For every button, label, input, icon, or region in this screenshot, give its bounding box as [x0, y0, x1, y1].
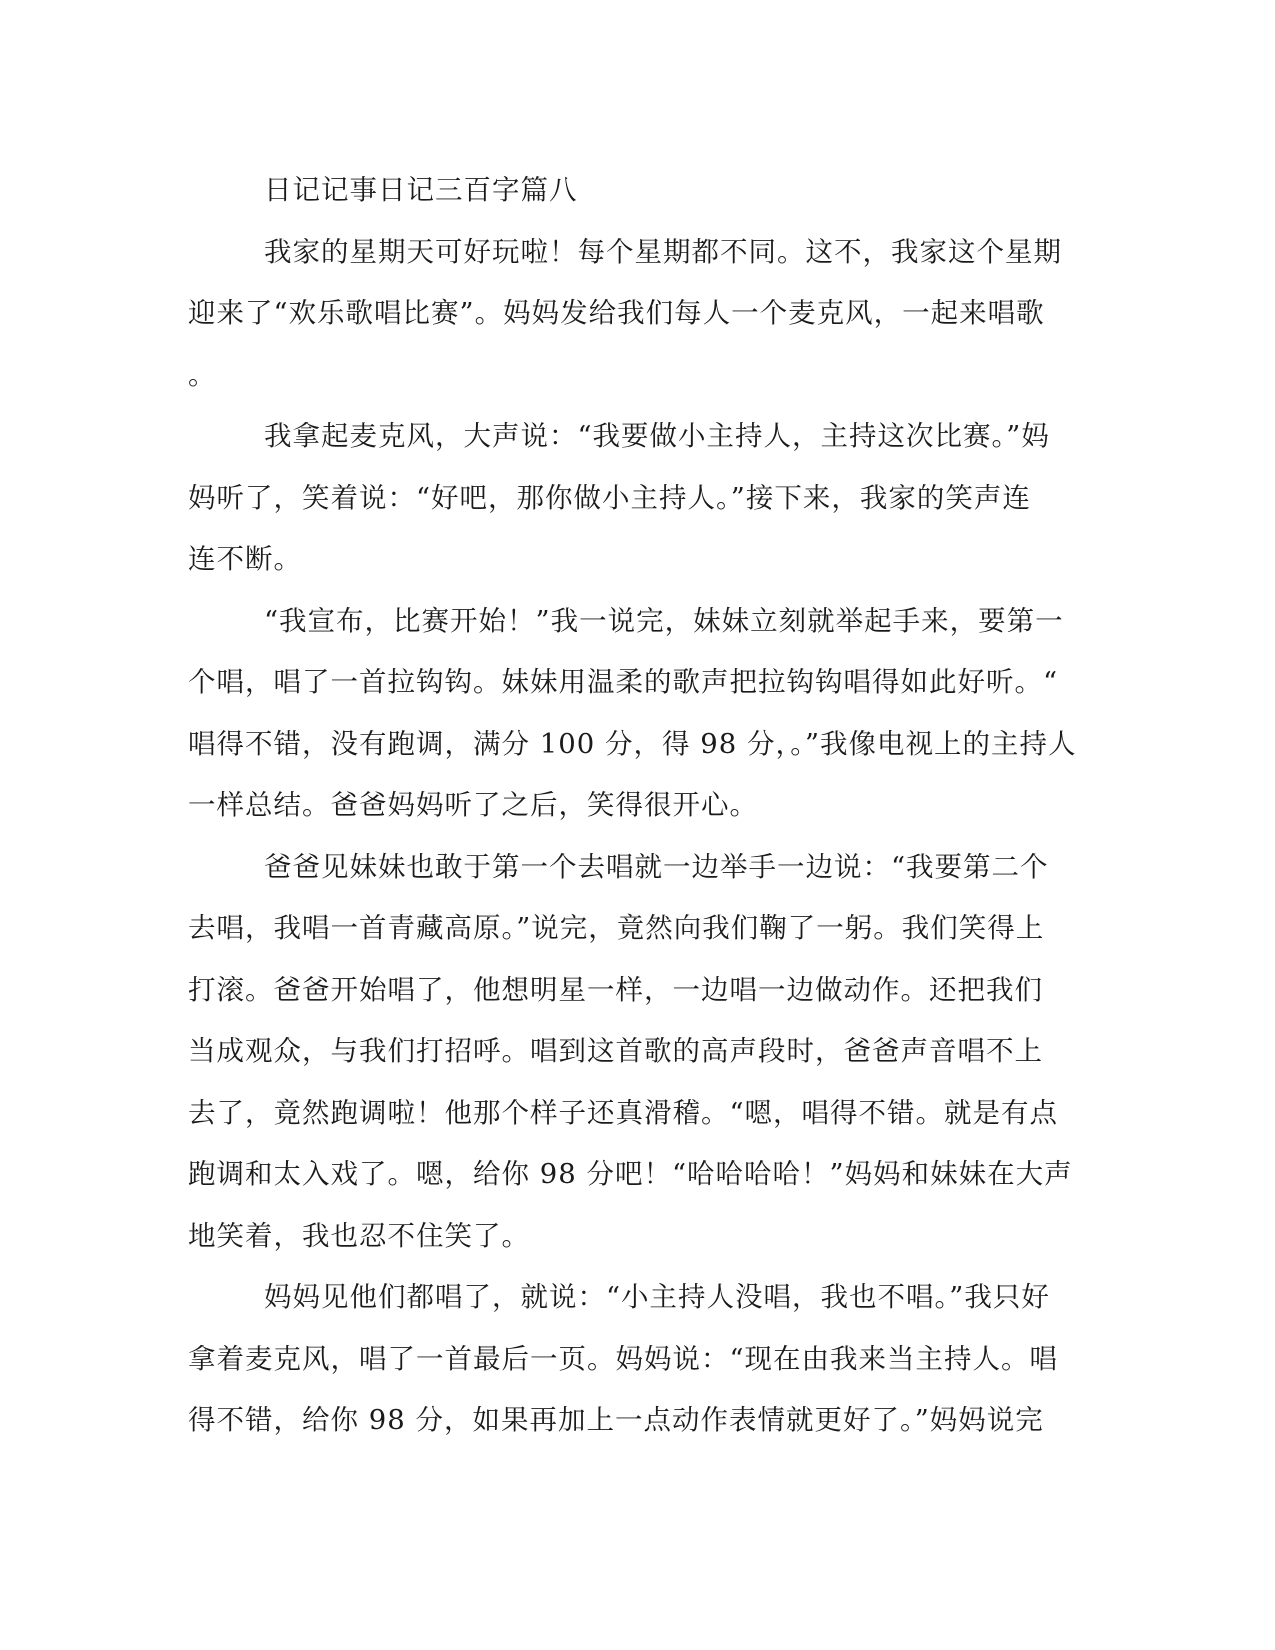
body-text-line: 。: [188, 358, 217, 391]
body-text-line: 我拿起麦克风，大声说：“我要做小主持人，主持这次比赛。”妈: [264, 420, 1050, 452]
document-title: 日记记事日记三百字篇八: [264, 174, 578, 206]
body-text-line: 爸爸见妹妹也敢于第一个去唱就一边举手一边说：“我要第二个: [264, 850, 1049, 883]
body-text-line: 一样总结。爸爸妈妈听了之后，笑得很开心。: [188, 789, 758, 821]
body-text-line: 去了，竟然跑调啦！他那个样子还真滑稽。“嗯，唱得不错。就是有点: [188, 1096, 1059, 1129]
body-text-line: 地笑着，我也忍不住笑了。: [188, 1219, 530, 1252]
body-text-line: 连不断。: [188, 543, 302, 575]
body-text-line: 迎来了“欢乐歌唱比赛”。妈妈发给我们每人一个麦克风，一起来唱歌: [188, 297, 1045, 329]
body-text-line: 拿着麦克风，唱了一首最后一页。妈妈说：“现在由我来当主持人。唱: [188, 1342, 1059, 1375]
body-text-line: 妈妈见他们都唱了，就说：“小主持人没唱，我也不唱。”我只好: [264, 1281, 1050, 1313]
body-text-line: 唱得不错，没有跑调，满分 100 分，得 98 分，。”我像电视上的主持人: [188, 727, 1077, 760]
body-text-line: “我宣布，比赛开始！”我一说完，妹妹立刻就举起手来，要第一: [264, 604, 1064, 637]
document-body: [188, 160, 1077, 1452]
body-text-line: 去唱，我唱一首青藏高原。”说完，竟然向我们鞠了一躬。我们笑得上: [188, 912, 1045, 944]
body-text-line: 妈听了，笑着说：“好吧，那你做小主持人。”接下来，我家的笑声连: [188, 481, 1031, 514]
body-text-line: 打滚。爸爸开始唱了，他想明星一样，一边唱一边做动作。还把我们: [188, 973, 1043, 1006]
body-text-line: 得不错，给你 98 分，如果再加上一点动作表情就更好了。”妈妈说完: [188, 1404, 1044, 1436]
body-text-line: 当成观众，与我们打招呼。唱到这首歌的高声段时，爸爸声音唱不上: [188, 1035, 1043, 1067]
body-text-line: 我家的星期天可好玩啦！每个星期都不同。这不，我家这个星期: [264, 235, 1062, 268]
body-text-line: 个唱，唱了一首拉钩钩。妹妹用温柔的歌声把拉钩钩唱得如此好听。“: [188, 666, 1059, 698]
body-text-line: 跑调和太入戏了。嗯，给你 98 分吧！“哈哈哈哈！”妈妈和妹妹在大声: [188, 1158, 1073, 1190]
